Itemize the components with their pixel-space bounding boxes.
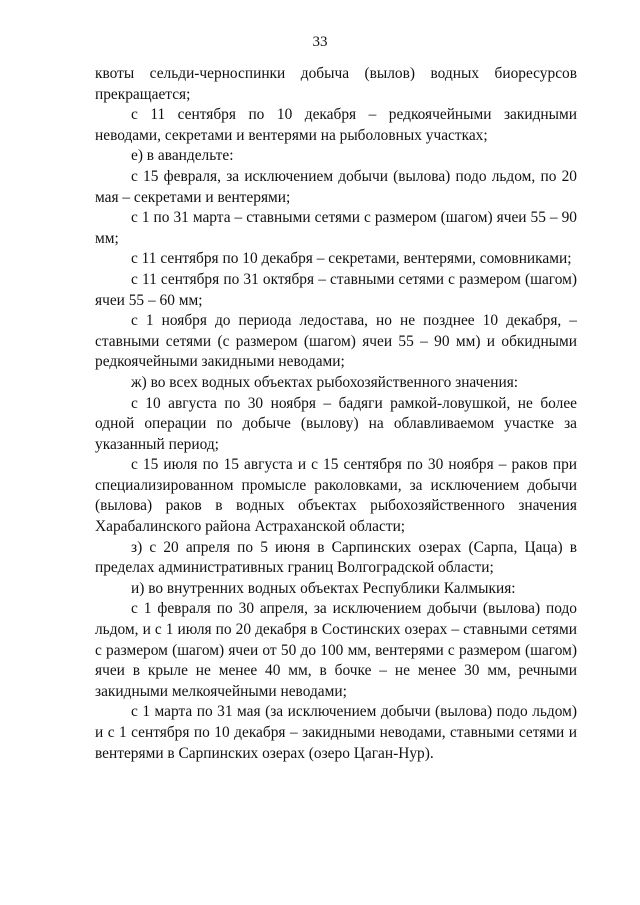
paragraph: и) во внутренних водных объектах Республики Калмыкия: — [131, 579, 516, 597]
paragraph: с 11 сентября по 31 октября – ставными сетями с размером (шагом) ячеи 55 – 60 мм; — [95, 270, 577, 309]
paragraph: с 1 по 31 марта – ставными сетями с размером (шагом) ячеи 55 – 90 мм; — [95, 209, 577, 247]
paragraph: с 15 июля по 15 августа и с 15 сентября по 30 ноября – раков при специализированном промысле раколовками, за исключением добычи (вылова) раков в водных объектах рыбохозяйственного значения Харабалинского района Астраханской области; — [95, 456, 577, 536]
paragraph: с 1 ноября до периода ледостава, но не позднее 10 декабря, – ставными сетями (с размером (шагом) ячеи 55 – 90 мм) и обкидными редкоячейными закидными неводами; — [95, 312, 577, 371]
paragraph: с 1 марта по 31 мая (за исключением добычи (вылова) подо льдом) и с 1 сентября по 10 декабря – закидными неводами, ставными сетями и вентерями в Сарпинских озерах (озеро Цаган-Нур). — [95, 703, 577, 762]
paragraph: квоты сельди-черноспинки добыча (вылов) водных биоресурсов прекращается; — [95, 65, 577, 103]
paragraph: ж) во всех водных объектах рыбохозяйственного значения: — [131, 373, 519, 391]
document-body — [95, 64, 577, 764]
paragraph: с 1 февраля по 30 апреля, за исключением добычи (вылова) подо льдом, и с 1 июля по 20 декабря в Состинских озерах – ставными сетями с размером (шагом) ячеи от 50 до 100 мм, вентерями с размером (шагом) ячеи в крыле не менее 40 мм, в бочке – не менее 30 мм, речными закидными мелкоячейными неводами; — [95, 600, 577, 700]
page-number: 33 — [312, 34, 328, 50]
paragraph: с 10 августа по 30 ноября – бадяги рамкой-ловушкой, не более одной операции по добыче (вылову) на облавливаемом участке за указанный период; — [95, 394, 577, 453]
paragraph: е) в авандельте: — [131, 147, 234, 165]
paragraph: с 11 сентября по 10 декабря – редкоячейными закидными неводами, секретами и вентерями на рыболовных участках; — [95, 106, 577, 144]
paragraph: с 11 сентября по 10 декабря – секретами, вентерями, сомовниками; — [131, 250, 572, 268]
paragraph: с 15 февраля, за исключением добычи (вылова) подо льдом, по 20 мая – секретами и вентерями; — [95, 167, 577, 206]
paragraph: з) с 20 апреля по 5 июня в Сарпинских озерах (Сарпа, Цаца) в пределах административных границ Волгоградской области; — [95, 538, 577, 577]
